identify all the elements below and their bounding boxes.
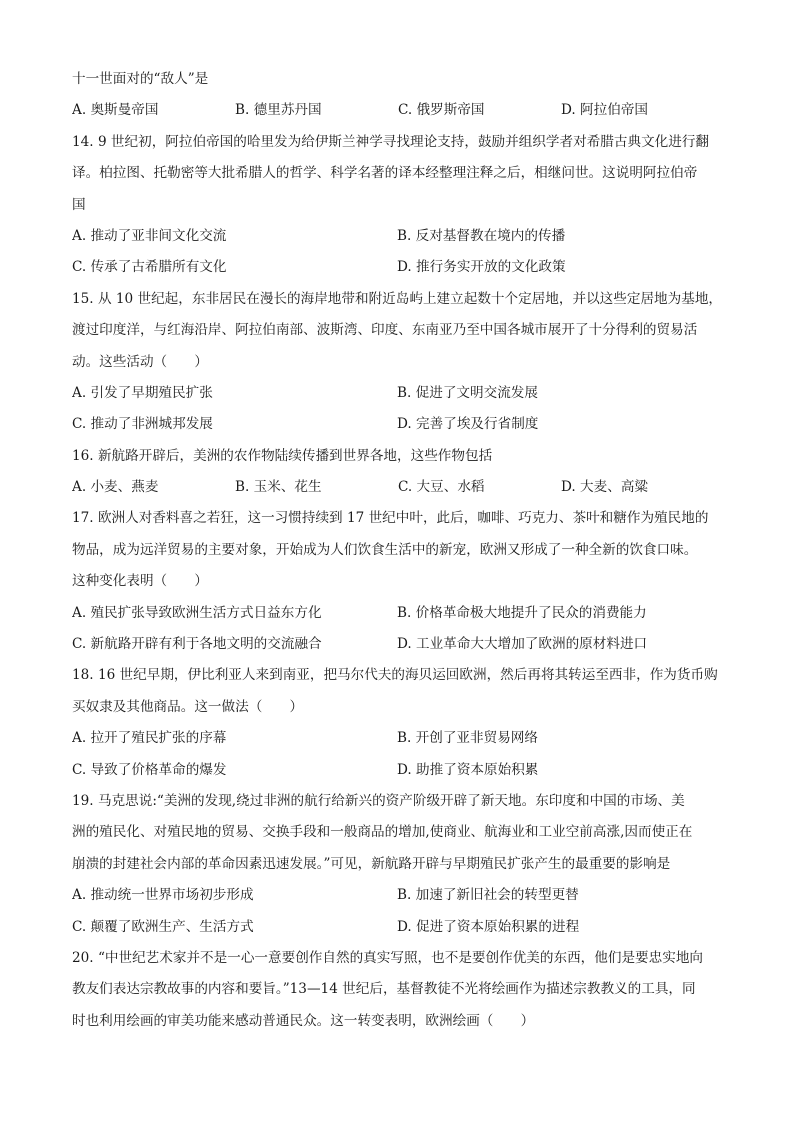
answer-option[interactable]: B. 加速了新旧社会的转型更替 <box>397 887 579 904</box>
exam-page <box>72 64 732 1037</box>
answer-option[interactable]: A. 奥斯曼帝国 <box>72 102 159 119</box>
options-row <box>72 629 732 660</box>
answer-option[interactable]: A. 拉开了殖民扩张的序幕 <box>72 730 227 747</box>
question-block <box>72 660 732 786</box>
question-stem-line: 教友们表达宗教故事的内容和要旨。”13—14 世纪后，基督教徒不光将绘画作为描述宗教教义的工具，同 <box>72 981 696 998</box>
options-row <box>72 378 732 409</box>
answer-option[interactable]: C. 颠覆了欧洲生产、生活方式 <box>72 918 254 935</box>
question-stem-line: 渡过印度洋，与红海沿岸、阿拉伯南部、波斯湾、印度、东南亚乃至中国各城市展开了十分得利的贸易活 <box>72 322 698 339</box>
question-stem-line: 这种变化表明（ ） <box>72 573 208 590</box>
question-stem-line: 16. 新航路开辟后，美洲的农作物陆续传播到世界各地，这些作物包括 <box>72 447 493 464</box>
question-stem-line: 译。柏拉图、托勒密等大批希腊人的哲学、科学名著的译本经整理注释之后，相继问世。这说明阿拉伯帝 <box>72 165 698 182</box>
options-row <box>72 252 732 283</box>
answer-option[interactable]: D. 完善了埃及行省制度 <box>397 416 539 433</box>
answer-option[interactable]: C. 俄罗斯帝国 <box>398 102 485 119</box>
answer-option[interactable]: D. 助推了资本原始积累 <box>397 761 539 778</box>
options-row <box>72 880 732 911</box>
answer-option[interactable]: D. 大麦、高粱 <box>561 479 649 496</box>
options-row <box>72 221 732 252</box>
question-stem-line: 20. “中世纪艺术家并不是一心一意要创作自然的真实写照，也不是要创作优美的东西，他们是要忠实地向 <box>72 949 704 966</box>
question-stem-line: 动。这些活动（ ） <box>72 353 208 370</box>
question-block <box>72 284 732 441</box>
answer-option[interactable]: A. 引发了早期殖民扩张 <box>72 384 213 401</box>
question-block <box>72 943 732 1037</box>
question-stem-line: 14. 9 世纪初，阿拉伯帝国的哈里发为给伊斯兰神学寻找理论支持，鼓励并组织学者对希腊古典文化进行翻 <box>72 133 710 150</box>
question-stem-line: 买奴隶及其他商品。这一做法（ ） <box>72 698 304 715</box>
question-stem-line: 19. 马克思说:“美洲的发现,绕过非洲的航行给新兴的资产阶级开辟了新天地。东印度和中国的市场、美 <box>72 792 685 809</box>
options-row <box>72 409 732 440</box>
question-stem-line: 崩溃的封建社会内部的革命因素迅速发展。”可见，新航路开辟与早期殖民扩张产生的最重要的影响是 <box>72 855 671 872</box>
answer-option[interactable]: B. 玉米、花生 <box>235 479 322 496</box>
answer-option[interactable]: A. 推动了亚非间文化交流 <box>72 227 227 244</box>
answer-option[interactable]: D. 阿拉伯帝国 <box>561 102 649 119</box>
options-row <box>72 95 732 126</box>
answer-option[interactable]: A. 殖民扩张导致欧洲生活方式日益东方化 <box>72 604 322 621</box>
options-row <box>72 472 732 503</box>
options-row <box>72 755 732 786</box>
question-stem-line: 时也利用绘画的审美功能来感动普通民众。这一转变表明，欧洲绘画（ ） <box>72 1012 535 1029</box>
question-stem-line: 18. 16 世纪早期，伊比利亚人来到南亚，把马尔代夫的海贝运回欧洲，然后再将其转运至西非，作为货币购 <box>72 667 718 684</box>
answer-option[interactable]: A. 小麦、燕麦 <box>72 479 159 496</box>
question-block <box>72 503 732 660</box>
answer-option[interactable]: C. 大豆、水稻 <box>398 479 485 496</box>
answer-option[interactable]: A. 推动统一世界市场初步形成 <box>72 887 254 904</box>
answer-option[interactable]: B. 开创了亚非贸易网络 <box>397 730 538 747</box>
answer-option[interactable]: B. 价格革命极大地提升了民众的消费能力 <box>397 604 647 621</box>
question-stem-line: 物品，成为远洋贸易的主要对象，开始成为人们饮食生活中的新宠，欧洲又形成了一种全新的饮食口味。 <box>72 541 698 558</box>
question-block <box>72 64 732 127</box>
question-stem-line: 17. 欧洲人对香料喜之若狂，这一习惯持续到 17 世纪中叶，此后，咖啡、巧克力、茶叶和糖作为殖民地的 <box>72 510 709 527</box>
question-stem-line: 十一世面对的“敌人”是 <box>72 71 209 87</box>
answer-option[interactable]: C. 传承了古希腊所有文化 <box>72 259 227 276</box>
answer-option[interactable]: B. 德里苏丹国 <box>235 102 322 119</box>
options-row <box>72 723 732 754</box>
answer-option[interactable]: B. 促进了文明交流发展 <box>397 384 538 401</box>
options-row <box>72 912 732 943</box>
options-row <box>72 598 732 629</box>
answer-option[interactable]: C. 推动了非洲城邦发展 <box>72 416 213 433</box>
question-block <box>72 786 732 943</box>
answer-option[interactable]: D. 工业革命大大增加了欧洲的原材料进口 <box>397 636 648 653</box>
question-stem-line: 国 <box>72 196 86 213</box>
answer-option[interactable]: B. 反对基督教在境内的传播 <box>397 227 566 244</box>
question-stem-line: 15. 从 10 世纪起，东非居民在漫长的海岸地带和附近岛屿上建立起数十个定居地，并以这些定居地为基地， <box>72 290 723 307</box>
question-stem-line: 洲的殖民化、对殖民地的贸易、交换手段和一般商品的增加,使商业、航海业和工业空前高涨,因而使正在 <box>72 824 693 841</box>
answer-option[interactable]: C. 新航路开辟有利于各地文明的交流融合 <box>72 636 322 653</box>
answer-option[interactable]: C. 导致了价格革命的爆发 <box>72 761 227 778</box>
question-block <box>72 127 732 284</box>
question-block <box>72 441 732 504</box>
answer-option[interactable]: D. 促进了资本原始积累的进程 <box>397 918 580 935</box>
answer-option[interactable]: D. 推行务实开放的文化政策 <box>397 259 566 276</box>
